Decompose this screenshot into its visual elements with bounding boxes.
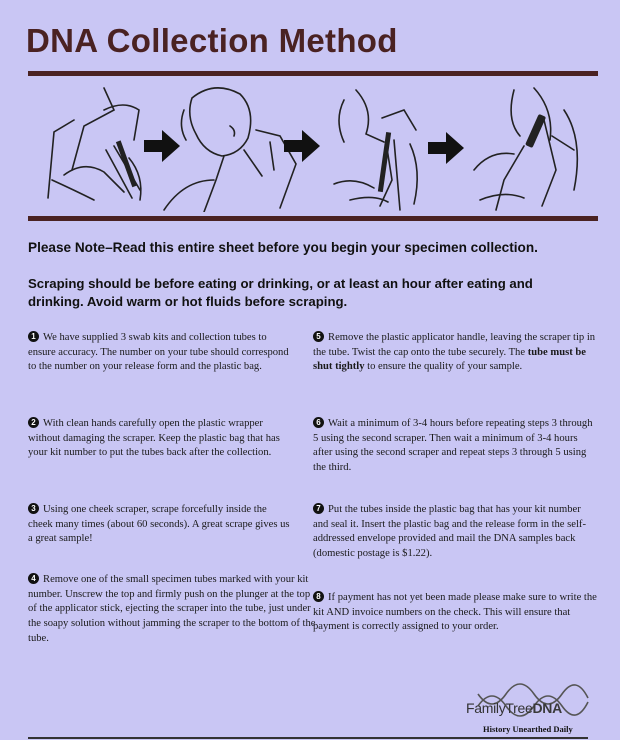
- step-text: If payment has not yet been made please make sure to write the kit AND invoice numbers on the check. This will ensure that payment is correctly assigned to your order.: [313, 592, 597, 633]
- step-number-badge: 8: [313, 591, 324, 602]
- top-divider: [28, 71, 598, 76]
- brand-suffix: DNA: [532, 700, 562, 716]
- step-text: Using one cheek scraper, scrape forcefully inside the cheek many times (about 60 seconds). A great scrape gives us a great sample!: [28, 504, 290, 545]
- brand-name: FamilyTree: [466, 700, 533, 716]
- step-5: [313, 331, 598, 375]
- step-text: Remove the plastic applicator handle, leaving the scraper tip in the tube. Twist the cap onto the tube securely. The: [313, 332, 596, 358]
- collection-illustration: [44, 80, 604, 212]
- panel-seal-tube-illustration: [474, 88, 577, 210]
- step-number-badge: 4: [28, 573, 39, 584]
- step-8: [313, 591, 603, 635]
- arrow-icon: [144, 130, 180, 162]
- step-text: With clean hands carefully open the plastic wrapper without damaging the scraper. Keep the plastic bag that has your kit number to put the tubes back after the collection.: [28, 418, 280, 459]
- step-text: Wait a minimum of 3-4 hours before repeating steps 3 through 5 using the second scraper. Then wait a minimum of 3-4 hours after using the second scraper and repeat steps 3 through 5 using the third.: [313, 418, 593, 474]
- mid-divider: [28, 216, 598, 221]
- bottom-divider: [28, 737, 588, 739]
- step-number-badge: 7: [313, 503, 324, 514]
- step-text: to ensure the quality of your sample.: [364, 361, 523, 373]
- panel-eject-scraper-illustration: [334, 90, 417, 210]
- panel-open-kit-illustration: [48, 88, 141, 200]
- step-6: [313, 417, 598, 476]
- read-note: Please Note–Read this entire sheet before you begin your specimen collection.: [28, 240, 538, 255]
- step-number-badge: 6: [313, 417, 324, 428]
- step-number-badge: 5: [313, 331, 324, 342]
- brand-logo: [466, 700, 562, 716]
- panel-scrape-cheek-illustration: [164, 88, 296, 212]
- step-text: We have supplied 3 swab kits and collection tubes to ensure accuracy. The number on your tube should correspond to the number on your release form and the plastic bag.: [28, 332, 289, 373]
- step-3: [28, 503, 293, 547]
- step-number-badge: 2: [28, 417, 39, 428]
- step-4: [28, 573, 318, 647]
- brand-tagline: History Unearthed Daily: [483, 724, 573, 734]
- step-2: [28, 417, 293, 461]
- step-text: Put the tubes inside the plastic bag that has your kit number and seal it. Insert the plastic bag and the release form in the self-addressed envelope provided and mail the DNA samples back (domestic postage is $1.22).: [313, 504, 586, 560]
- step-7: [313, 503, 598, 562]
- arrow-icon: [428, 132, 464, 164]
- step-emphasis: tube must be shut tightly: [313, 346, 586, 373]
- step-number-badge: 1: [28, 331, 39, 342]
- step-text: Remove one of the small specimen tubes marked with your kit number. Unscrew the top and firmly push on the plunger at the top of the applicator stick, ejecting the scraper into the tube, just under the soapy solution without jamming the scraper to the bottom of the tube.: [28, 574, 316, 644]
- scraping-instructions: Scraping should be before eating or drinking, or at least an hour after eating and drinking. Avoid warm or hot fluids before scraping.: [28, 276, 533, 309]
- page-title: DNA Collection Method: [26, 22, 398, 59]
- arrow-icon: [284, 130, 320, 162]
- step-number-badge: 3: [28, 503, 39, 514]
- step-1: [28, 331, 293, 375]
